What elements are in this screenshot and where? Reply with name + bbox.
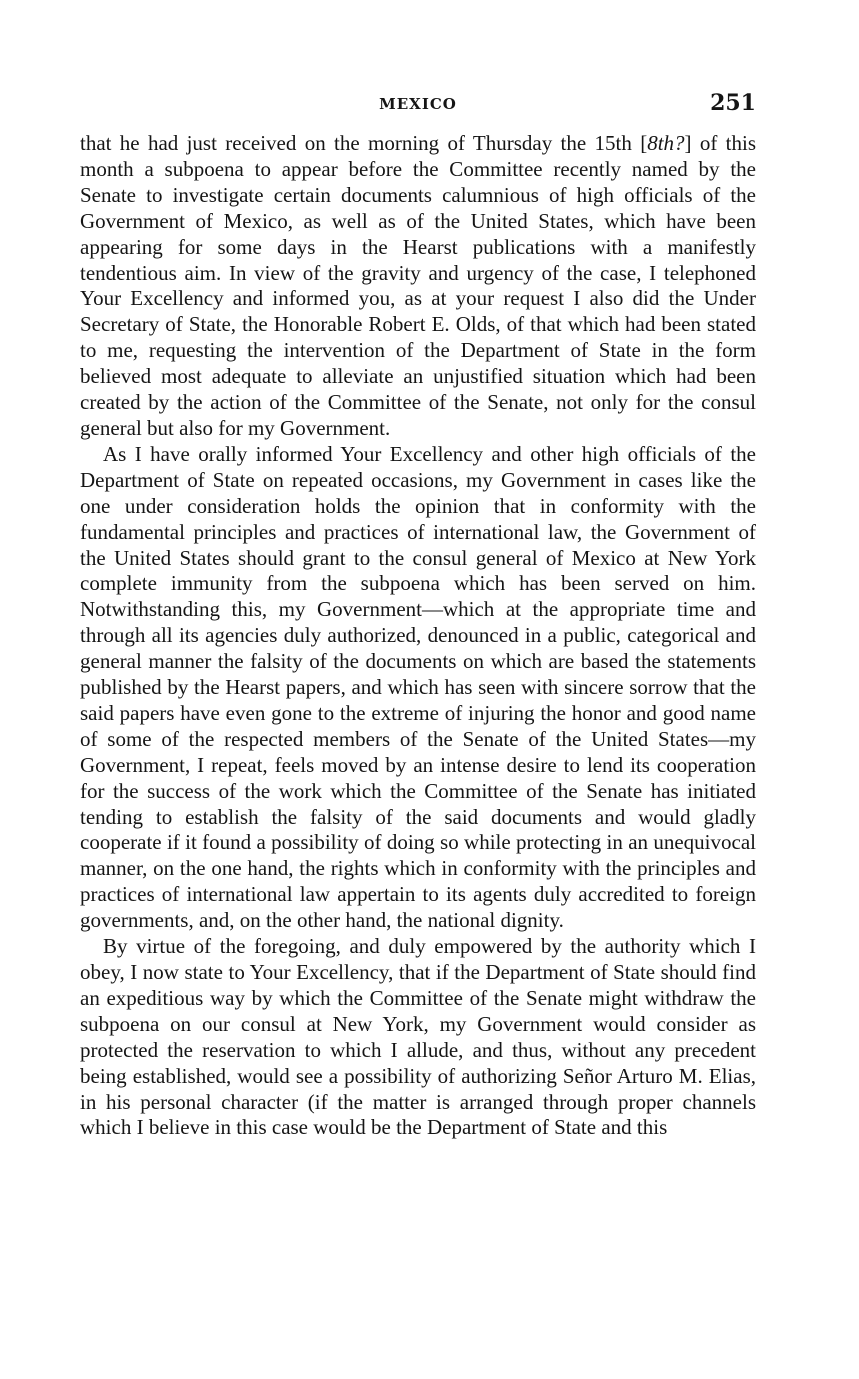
editorial-note: 8th? <box>647 131 685 155</box>
document-body <box>80 131 756 1141</box>
paragraph-1-text-end: ] of this month a subpoena to appear before the Committee recently named by the Senate to investigate certain documents calumnious of high officials of the Government of Mexico, as well as of the United States, which have been appearing for some days in the Hearst publications with a manifestly tendentious aim. In view of the gravity and urgency of the case, I telephoned Your Excellency and informed you, as at your request I also did the Under Secretary of State, the Honorable Robert E. Olds, of that which had been stated to me, requesting the intervention of the Department of State in the form believed most adequate to alleviate an unjustified situation which had been created by the action of the Committee of the Senate, not only for the consul general but also for my Government. <box>80 131 757 440</box>
running-head: MEXICO <box>379 95 457 113</box>
page-number: 251 <box>710 90 756 116</box>
paragraph-3: By virtue of the foregoing, and duly empowered by the authority which I obey, I now state to Your Excellency, that if the Department of State should find an expeditious way by which the Committee of the Senate might withdraw the subpoena on our consul at New York, my Government would consider as protected the reservation to which I allude, and thus, without any precedent being established, would see a possibility of authorizing Señor Arturo M. Elias, in his personal character (if the matter is arranged through proper channels which I believe in this case would be the Department of State and this <box>80 934 756 1140</box>
paragraph-1-text-start: that he had just received on the morning of Thursday the 15th [ <box>80 131 648 155</box>
page-header <box>80 90 756 120</box>
paragraph-2: As I have orally informed Your Excellency and other high officials of the Department of State on repeated occasions, my Government in cases like the one under consideration holds the opinion that in conformity with the fundamental principles and practices of international law, the Government of the United States should grant to the consul general of Mexico at New York complete immunity from the subpoena which has been served on him. Notwithstanding this, my Government—which at the appropriate time and through all its agencies duly authorized, denounced in a public, categorical and general manner the falsity of the documents on which are based the statements published by the Hearst papers, and which has seen with sincere sorrow that the said papers have even gone to the extreme of injuring the honor and good name of some of the respected members of the Senate of the United States—my Government, I repeat, feels moved by an intense desire to lend its cooperation for the success of the work which the Committee of the Senate has initiated tending to establish the falsity of the said documents and would gladly cooperate if it found a possibility of doing so while protecting in an unequivocal manner, on the one hand, the rights which in conformity with the principles and practices of international law appertain to its agents duly accredited to foreign governments, and, on the other hand, the national dignity. <box>80 441 756 933</box>
paragraph-1 <box>80 131 756 442</box>
